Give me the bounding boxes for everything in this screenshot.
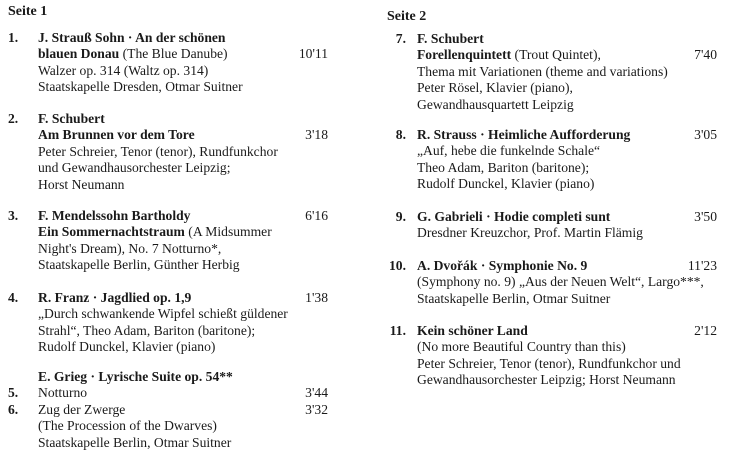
track-line-text: (Symphony no. 9) „Aus der Neuen Welt“, Largo***,: [417, 274, 704, 290]
track-line-text: (The Blue Danube): [119, 46, 228, 62]
track-item: [380, 127, 717, 193]
track-number: 9.: [395, 209, 406, 224]
track-line: [38, 111, 278, 127]
track-duration: 6'16: [305, 208, 328, 223]
track-line: [417, 225, 643, 241]
track-line-bold: F. Schubert: [417, 31, 484, 46]
track-line: [38, 306, 288, 322]
track-line: [417, 47, 668, 63]
track-line-text: Peter Schreier, Tenor (tenor), Rundfunkchor: [38, 143, 278, 159]
track-line-bold: blauen Donau: [38, 46, 120, 62]
track-line-text: und Gewandhausorchester Leipzig;: [38, 160, 231, 176]
track-line: [38, 208, 272, 224]
track-line-text: Peter Rösel, Klavier (piano),: [417, 80, 573, 96]
track-line-bold: R. Strauss · Heimliche Aufforderung: [417, 127, 631, 142]
track-line-bold: F. Schubert: [38, 111, 105, 126]
track-line: [417, 160, 630, 176]
track-line: [417, 323, 681, 339]
track-line-bold: Am Brunnen vor dem Tore: [38, 127, 195, 143]
track-line-text: „Auf, hebe die funkelnde Schale“: [417, 143, 601, 159]
track-line: [417, 176, 630, 192]
track-line-text: Thema mit Variationen (theme and variations): [417, 63, 668, 79]
track-line-bold: Ein Sommernachtstraum: [38, 224, 185, 240]
track-number: 3.: [8, 208, 19, 223]
track-line-text: Peter Schreier, Tenor (tenor), Rundfunkchor und: [417, 355, 681, 371]
track-line-text: Theo Adam, Bariton (baritone);: [417, 159, 590, 175]
group-note: (The Procession of the Dwarves): [38, 418, 217, 434]
track-duration: 3'50: [694, 209, 717, 224]
track-line: [38, 127, 278, 143]
track-line: [417, 127, 630, 143]
track-line-bold: J. Strauß Sohn · An der schönen: [38, 30, 226, 45]
track-line: [417, 80, 668, 96]
track-number: 1.: [8, 30, 19, 45]
track-line: [417, 209, 643, 225]
track-item: [380, 258, 717, 307]
track-line-text: Dresdner Kreuzchor, Prof. Martin Flämig: [417, 225, 643, 241]
track-duration: 2'12: [694, 323, 717, 338]
track-line: [417, 274, 704, 290]
track-line-text: Horst Neumann: [38, 176, 125, 192]
track-line-text: Walzer op. 314 (Waltz op. 314): [38, 62, 209, 78]
track-duration: 1'38: [305, 290, 328, 305]
track-line-bold: A. Dvořák · Symphonie No. 9: [417, 258, 588, 273]
track-line-text: Rudolf Dunckel, Klavier (piano): [38, 339, 216, 355]
track-line: [38, 79, 243, 95]
track-item: [8, 208, 328, 274]
track-line: [38, 323, 288, 339]
track-line-bold: G. Gabrieli · Hodie completi sunt: [417, 209, 611, 224]
track-line: [38, 144, 278, 160]
track-line: [38, 63, 243, 79]
track-duration: 3'05: [694, 127, 717, 142]
track-line: [417, 339, 681, 355]
track-title: Notturno: [38, 385, 88, 401]
track-line: [38, 241, 272, 257]
track-line-text: (No more Beautiful Country than this): [417, 339, 626, 355]
track-duration: 3'18: [305, 127, 328, 143]
track-number: 8.: [395, 127, 406, 142]
track-item: [8, 290, 328, 356]
track-item: [8, 30, 328, 96]
track-line-bold: Kein schöner Land: [417, 323, 528, 338]
track-number: 4.: [8, 290, 19, 305]
group-note: Staatskapelle Berlin, Otmar Suitner: [38, 434, 232, 450]
track-number: 6.: [8, 401, 19, 417]
grieg-group-title: E. Grieg · Lyrische Suite op. 54**: [38, 369, 233, 384]
track-duration: 3'32: [305, 401, 328, 417]
track-line-text: (Trout Quintet),: [511, 47, 601, 63]
side-2-heading: Seite 2: [387, 9, 427, 24]
track-number: 11.: [389, 323, 406, 338]
track-item: [8, 111, 328, 193]
track-number: 10.: [389, 258, 406, 273]
track-line: [38, 30, 243, 46]
track-number: 5.: [8, 385, 19, 401]
track-item: [380, 31, 717, 113]
track-line-bold: F. Mendelssohn Bartholdy: [38, 208, 191, 223]
track-line-text: (A Midsummer: [184, 224, 272, 240]
track-line-bold: Forellenquintett: [417, 47, 512, 63]
track-title: Zug der Zwerge: [38, 401, 126, 417]
track-line: [417, 258, 704, 274]
track-number: 7.: [395, 31, 406, 46]
track-duration: 7'40: [694, 47, 717, 63]
side-1-heading: Seite 1: [8, 4, 48, 19]
track-line: [38, 339, 288, 355]
track-line-text: Rudolf Dunckel, Klavier (piano): [417, 176, 595, 192]
track-line-text: Gewandhausorchester Leipzig; Horst Neumann: [417, 372, 676, 388]
track-number: 2.: [8, 111, 19, 126]
track-line: [38, 290, 288, 306]
track-line: [417, 143, 630, 159]
track-line-text: Strahl“, Theo Adam, Bariton (baritone);: [38, 322, 256, 338]
track-line-text: Staatskapelle Dresden, Otmar Suitner: [38, 79, 243, 95]
track-duration: 3'44: [305, 385, 328, 401]
track-line-text: Staatskapelle Berlin, Otmar Suitner: [417, 290, 611, 306]
grieg-group: [8, 369, 328, 453]
track-item: [380, 209, 717, 242]
track-line-bold: R. Franz · Jagdlied op. 1,9: [38, 290, 192, 305]
track-duration: 10'11: [298, 46, 328, 62]
track-line: [417, 64, 668, 80]
track-line-text: Night's Dream), No. 7 Notturno*,: [38, 240, 222, 256]
track-line: [38, 177, 278, 193]
track-line: [417, 97, 668, 113]
track-line: [417, 372, 681, 388]
track-line: [417, 31, 668, 47]
track-line-text: „Durch schwankende Wipfel schießt güldener: [38, 306, 288, 322]
track-item: [380, 323, 717, 389]
track-line-text: Staatskapelle Berlin, Günther Herbig: [38, 257, 240, 273]
track-line: [417, 291, 704, 307]
track-line: [38, 257, 272, 273]
track-line: [38, 46, 243, 62]
track-duration: 11'23: [687, 258, 717, 273]
track-line: [38, 160, 278, 176]
track-line: [38, 224, 272, 240]
track-line-text: Gewandhausquartett Leipzig: [417, 96, 574, 112]
track-line: [417, 356, 681, 372]
